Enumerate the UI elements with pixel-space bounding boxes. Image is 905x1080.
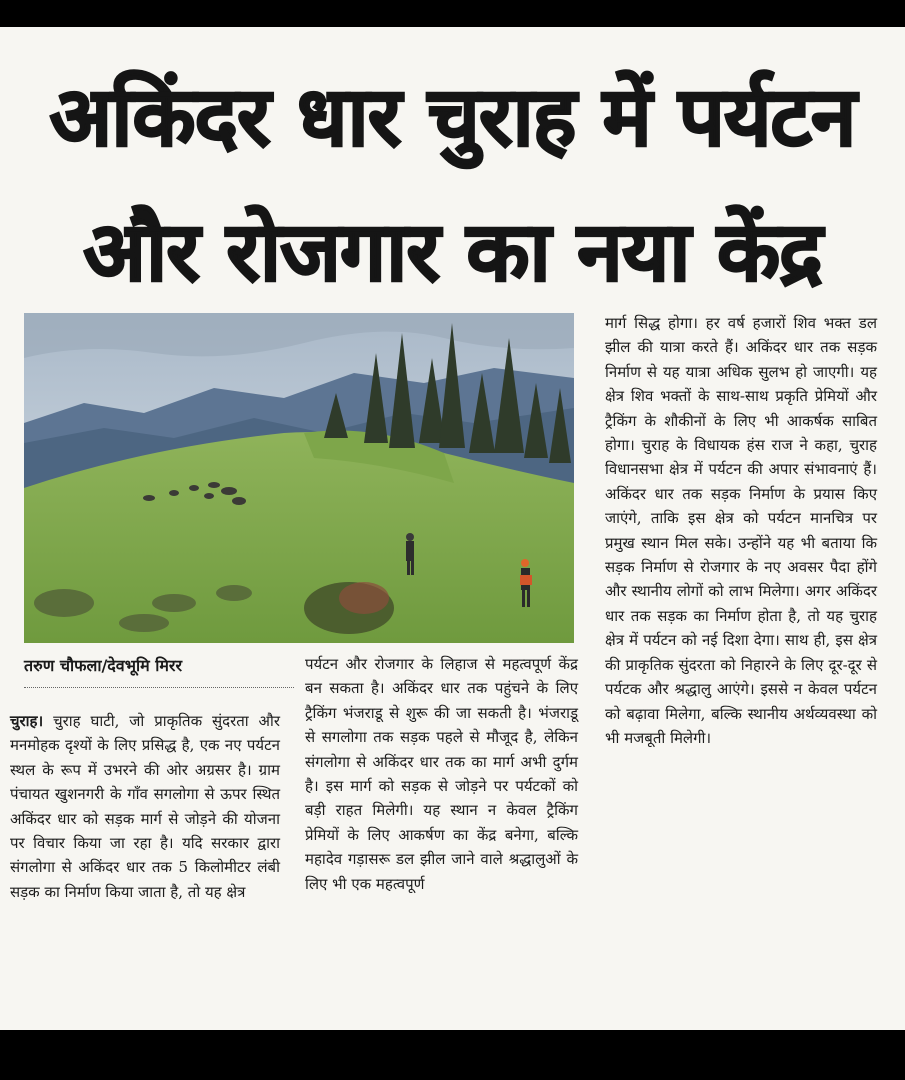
column-1-text: चुराह घाटी, जो प्राकृतिक सुंदरता और मनमोहक दृश्यों के लिए प्रसिद्ध है, एक नए पर्यटन स्थल के रूप में उभरने की ओर अग्रसर है। ग्राम पंचायत खुशनगरी के गाँव सगलोगा से ऊपर स्थित अकिंदर धार को सड़क मार्ग से जोड़ने की योजना पर विचार किया जा रहा है। यदि सरकार द्वारा संगलोगा से अकिंदर धार तक 5 किलोमीटर लंबी सड़क का निर्माण किया जाता है, तो यह क्षेत्र bbox=[10, 712, 280, 901]
mountain-meadow-photo bbox=[24, 313, 574, 643]
newspaper-clipping bbox=[0, 27, 905, 1030]
byline: तरुण चौफला/देवभूमि मिरर bbox=[24, 656, 183, 675]
byline-divider bbox=[24, 687, 294, 688]
article-column-1 bbox=[10, 709, 280, 904]
column-2-text: पर्यटन और रोजगार के लिहाज से महत्वपूर्ण केंद्र बन सकता है। अकिंदर धार तक पहुंचने के लिए ट्रैकिंग भंजराडू से शुरू की जा सकती है। भंजराडू से सगलोगा तक सड़क पहले से मौजूद है, लेकिन संगलोगा से अकिंदर धार तक का मार्ग अभी दुर्गम है। इस मार्ग को सड़क से जोड़ने पर पर्यटकों को बड़ी राहत मिलेगी। यह स्थान न केवल ट्रैकिंग प्रेमियों के लिए आकर्षण का केंद्र बनेगा, बल्कि महादेव गड़ासरू डल झील जाने वाले श्रद्धालुओं के लिए भी एक महत्वपूर्ण bbox=[305, 655, 578, 893]
headline-line-1: अकिंदर धार चुराह में पर्यटन bbox=[49, 70, 856, 165]
article-column-2 bbox=[305, 652, 578, 896]
headline-line-2: और रोजगार का नया केंद्र bbox=[83, 205, 822, 300]
dateline-place: चुराह। bbox=[10, 712, 44, 730]
photo-illustration bbox=[24, 313, 574, 643]
article-column-3 bbox=[605, 311, 877, 750]
column-3-text: मार्ग सिद्ध होगा। हर वर्ष हजारों शिव भक्त डल झील की यात्रा करते हैं। अकिंदर धार तक सड़क निर्माण से यह यात्रा अधिक सुलभ हो जाएगी। यह क्षेत्र शिव भक्तों के साथ-साथ प्रकृति प्रेमियों और ट्रैकिंग के शौकीनों के लिए भी आकर्षक साबित होगा। चुराह के विधायक हंस राज ने कहा, चुराह विधानसभा क्षेत्र में पर्यटन की अपार संभावनाएं हैं। अकिंदर धार तक सड़क निर्माण के प्रयास किए जाएंगे, ताकि इस क्षेत्र को पर्यटन मानचित्र पर प्रमुख स्थान मिल सके। उन्होंने यह भी बताया कि सड़क निर्माण से रोजगार के नए अवसर पैदा होंगे और स्थानीय लोगों को लाभ मिलेगा। अगर अकिंदर धार तक सड़क का निर्माण होता है, तो यह चुराह क्षेत्र में पर्यटन को नई दिशा देगा। साथ ही, इस क्षेत्र की प्राकृतिक सुंदरता को निहारने के लिए दूर-दूर से पर्यटक और श्रद्धालु आएंगे। इससे न केवल पर्यटन को बढ़ावा मिलेगा, बल्कि स्थानीय अर्थव्यवस्था को भी मजबूती मिलेगी। bbox=[605, 314, 877, 747]
